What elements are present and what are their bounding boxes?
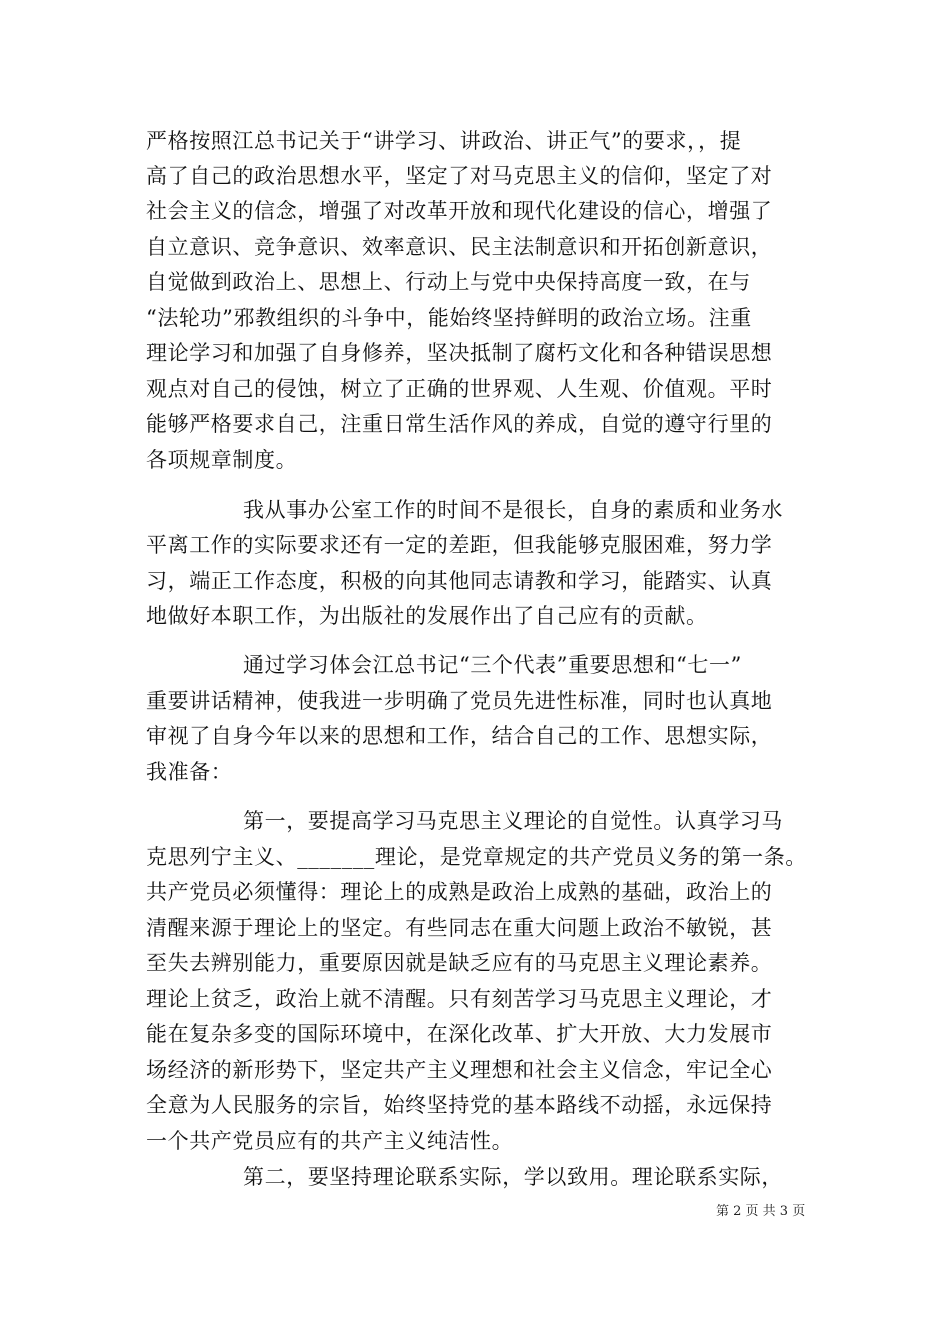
paragraph-first-line: 我从事办公室工作的时间不是很长，自身的素质和业务水 — [243, 498, 783, 522]
text-line: 高了自己的政治思想水平，坚定了对马克思主义的信仰，坚定了对 — [146, 164, 773, 188]
text-line: 社会主义的信念，增强了对改革开放和现代化建设的信心，增强了 — [146, 199, 773, 223]
text-line: 各项规章制度。 — [146, 448, 298, 472]
page-number: 第 2 页 共 3 页 — [716, 1204, 806, 1219]
text-line: 观点对自己的侵蚀，树立了正确的世界观、人生观、价值观。平时 — [146, 377, 773, 401]
text-line: 场经济的新形势下，坚定共产主义理想和社会主义信念，牢记全心 — [146, 1058, 773, 1082]
paragraph-first-line: 第一，要提高学习马克思主义理论的自觉性。认真学习马 — [243, 809, 783, 833]
text-line: 审视了自身今年以来的思想和工作，结合自己的工作、思想实际， — [146, 724, 773, 748]
text-line: 理论上贫乏，政治上就不清醒。只有刻苦学习马克思主义理论，才 — [146, 987, 773, 1011]
text-line: 一个共产党员应有的共产主义纯洁性。 — [146, 1129, 514, 1153]
text-line: 自立意识、竞争意识、效率意识、民主法制意识和开拓创新意识， — [146, 235, 773, 259]
text-line: 共产党员必须懂得：理论上的成熟是政治上成熟的基础，政治上的 — [146, 880, 773, 904]
paragraph-first-line: 通过学习体会江总书记“三个代表”重要思想和“七一” — [243, 653, 742, 677]
text-line: 平离工作的实际要求还有一定的差距，但我能够克服困难，努力学 — [146, 533, 773, 557]
text-line: 我准备： — [146, 760, 233, 784]
text-line: 重要讲话精神，使我进一步明确了党员先进性标准，同时也认真地 — [146, 689, 773, 713]
text-line: “法轮功”邪教组织的斗争中，能始终坚持鲜明的政治立场。注重 — [146, 306, 752, 330]
text-line: 克思列宁主义、_______理论，是党章规定的共产党员义务的第一条。 — [146, 845, 807, 869]
text-line: 至失去辨别能力，重要原因就是缺乏应有的马克思主义理论素养。 — [146, 951, 773, 975]
paragraph-first-line: 第二，要坚持理论联系实际，学以致用。理论联系实际， — [243, 1165, 783, 1189]
text-line: 清醒来源于理论上的坚定。有些同志在重大问题上政治不敏锐，甚 — [146, 916, 773, 940]
text-line: 地做好本职工作，为出版社的发展作出了自己应有的贡献。 — [146, 604, 708, 628]
text-line: 严格按照江总书记关于“讲学习、讲政治、讲正气”的要求，，提 — [146, 129, 742, 153]
text-line: 自觉做到政治上、思想上、行动上与党中央保持高度一致，在与 — [146, 270, 751, 294]
text-line: 理论学习和加强了自身修养，坚决抵制了腐朽文化和各种错误思想 — [146, 341, 773, 365]
text-line: 习，端正工作态度，积极的向其他同志请教和学习，能踏实、认真 — [146, 569, 773, 593]
text-line: 全意为人民服务的宗旨，始终坚持党的基本路线不动摇，永远保持 — [146, 1093, 773, 1117]
text-line: 能够严格要求自己，注重日常生活作风的养成，自觉的遵守行里的 — [146, 412, 773, 436]
text-line: 能在复杂多变的国际环境中，在深化改革、扩大开放、大力发展市 — [146, 1022, 773, 1046]
